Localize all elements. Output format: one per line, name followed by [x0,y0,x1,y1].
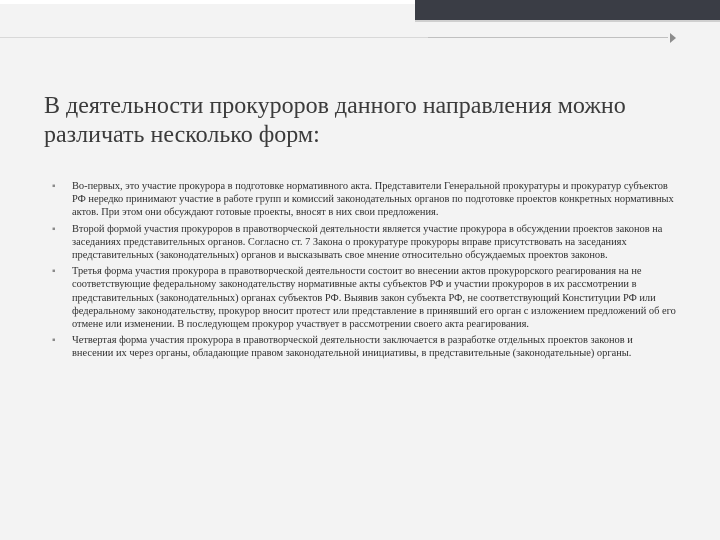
bullet-item-2 [52,223,676,263]
bullet-icon: ▪ [52,223,56,235]
bullet-icon: ▪ [52,181,56,192]
header-bar [0,0,720,20]
bullet-text: Третья форма участия прокурора в правотворческой деятельности состоит во внесении актов прокурорского реагирования на не соответствующие федеральному законодательству нормативные акты субъектов РФ и участии прокуроров в их рассмотрении в представительных (законодательных) органах субъектов РФ. Выявив закон субъекта РФ, не соответствующий Конституции РФ или федеральному законодательству, прокурор вносит протест или представление в принявший его орган с изложением предложений об его отмене или изменении. В последующем прокурор участвует в рассмотрении своего акта реагирования. [72,266,676,331]
header-rule-accent [428,37,668,38]
header-dark-block [415,0,720,20]
bullet-list [52,180,676,364]
triangle-marker-icon [670,33,676,43]
bullet-item-1 [52,180,676,220]
bullet-text: Четвертая форма участия прокурора в правотворческой деятельности заключается в разработке отдельных проектов законов и внесении их через органы, обладающие правом законодательной инициативы, в представительные (законодательные) органы. [72,335,633,360]
bullet-icon: ▪ [52,266,56,278]
bullet-text: Второй формой участия прокуроров в правотворческой деятельности является участие прокурора в обсуждении проектов законов на заседаниях представительных органов. Согласно ст. 7 Закона о прокуратуре прокуроры вправе присутствовать на заседаниях представительных (законодательных) органов и высказывать свое мнение относительно обсуждаемых проектов законов. [72,223,663,262]
bullet-text: Во-первых, это участие прокурора в подготовке нормативного акта. Представители Генеральной прокуратуры и прокуратур субъектов РФ нередко принимают участие в работе групп и комиссий законодательных органов по подготовке проектов конкретных нормативных актов. При этом они обсуждают готовые проекты, вносят в них свои предложения. [72,181,674,219]
bullet-item-3 [52,265,676,331]
header-stripe [415,20,720,22]
bullet-item-4 [52,334,676,360]
slide-title: В деятельности прокуроров данного направления можно различать несколько форм: [44,93,626,148]
bullet-icon: ▪ [52,335,56,347]
